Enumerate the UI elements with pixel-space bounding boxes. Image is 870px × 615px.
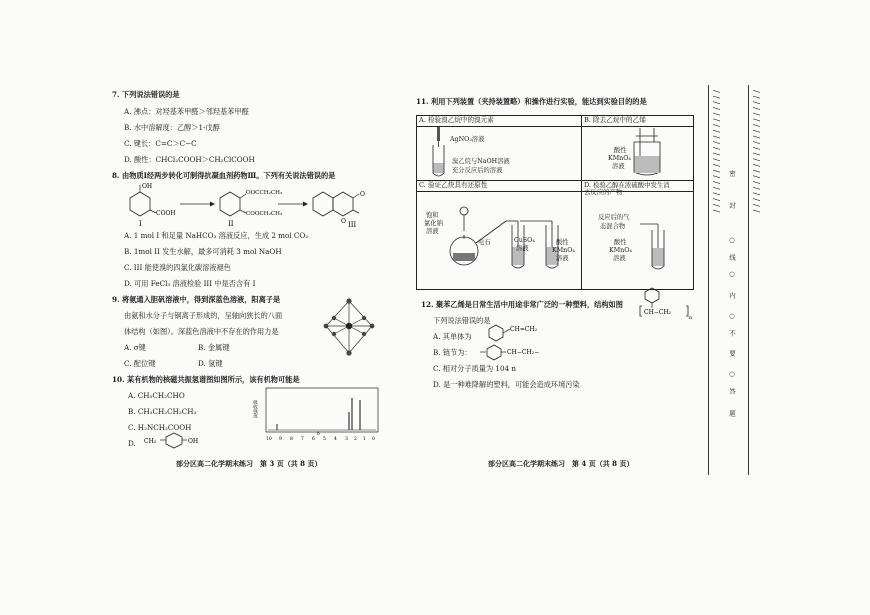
q8-stem: 8. 由物质Ⅰ经两步转化可制得抗凝血剂药物Ⅲ。下列有关说法错误的是 bbox=[112, 171, 336, 180]
nmr-tick-2: 2 bbox=[354, 437, 357, 442]
q11-c-cuso4-2: 溶液 bbox=[516, 245, 529, 252]
q11-d-test-tube bbox=[636, 220, 670, 274]
q11-b-reagent-3: 溶液 bbox=[612, 163, 625, 170]
q11-d-gas-1: 反应后的气 bbox=[598, 214, 630, 221]
q10-option-a: A. CH₃CH₂CHO bbox=[128, 391, 185, 400]
binding-slashes-left: ////////////////////// bbox=[712, 90, 721, 216]
q11-cell-c-title: C. 验证乙炔具有还原性 bbox=[419, 181, 488, 189]
q12-repeat-unit-structure bbox=[478, 342, 554, 362]
q10-stem: 10. 某有机物的核磁共振氢谱图如图所示，该有机物可能是 bbox=[112, 375, 300, 384]
q10-option-d: D. bbox=[128, 439, 136, 448]
q11-stem: 11. 利用下列装置（夹持装置略）和操作进行实验，能达到实验目的的是 bbox=[416, 97, 647, 106]
q11-cell-d-title-2: 去反应的产物 bbox=[584, 188, 623, 196]
q12-polymer-n: n bbox=[689, 315, 693, 320]
q12-polymer-structure bbox=[638, 286, 694, 320]
q12-monomer-group: CH=CH₂ bbox=[510, 326, 538, 333]
q11-c-brine-1: 饱和 bbox=[426, 212, 439, 219]
q8-group-ring-o: O bbox=[341, 218, 346, 225]
binding-char-8: 题 bbox=[728, 410, 736, 417]
q11-b-gas-wash-bottle bbox=[630, 128, 670, 178]
nmr-tick-5: 5 bbox=[323, 437, 326, 442]
q7-option-b: B. 水中溶解度：乙醇＞1-戊醇 bbox=[124, 123, 220, 132]
q11-d-gas-2: 态混合物 bbox=[600, 223, 626, 230]
q8-option-a: A. 1 mol I 和足量 NaHCO₃ 溶液反应，生成 2 mol CO₂ bbox=[124, 231, 309, 240]
q9-option-d: D. 氢键 bbox=[198, 359, 223, 368]
q11-c-kmno4-2: KMnO₄ bbox=[552, 247, 575, 254]
nmr-tick-8: 8 bbox=[290, 437, 293, 442]
binding-char-4: 内 bbox=[728, 292, 736, 299]
q11-a-desc-2: 充分反应后的溶液 bbox=[452, 167, 503, 174]
nmr-tick-10: 10 bbox=[266, 437, 272, 442]
q9-stem-line-2: 由氨和水分子与铜离子形成的，呈轴向狭长的八面 bbox=[124, 311, 283, 320]
q7-option-c: C. 键长：C=C＞C−C bbox=[124, 139, 197, 148]
q7-stem: 7. 下列说法错误的是 bbox=[112, 90, 180, 99]
q11-c-kmno4-1: 酸性 bbox=[556, 239, 569, 246]
q11-cell-b-title: B. 除去乙烷中的乙烯 bbox=[584, 116, 646, 124]
octahedral-complex-diagram bbox=[320, 296, 378, 358]
binding-left-rule bbox=[708, 85, 709, 475]
q11-b-reagent-1: 酸性 bbox=[614, 147, 627, 154]
q12-subprompt: 下列说法错误的是 bbox=[433, 316, 491, 325]
q11-d-kmno4-3: 溶液 bbox=[613, 255, 626, 262]
binding-circle-1: ○ bbox=[728, 236, 736, 244]
q11-a-desc-1: 溴乙烷与NaOH溶液 bbox=[452, 158, 510, 165]
q8-option-d: D. 可用 FeCl₃ 溶液检验 III 中是否含有 I bbox=[124, 279, 256, 288]
q9-stem-line-3: 体结构（如图）。深蓝色溶液中不存在的作用力是 bbox=[124, 327, 279, 336]
q10-d-group-ch3: CH₃ bbox=[144, 438, 157, 445]
q8-group-oh: OH bbox=[142, 183, 153, 190]
q8-label-1: I bbox=[139, 220, 142, 228]
q9-stem-line-1: 9. 将氨通入胆矾溶液中，得到深蓝色溶液，阳离子是 bbox=[112, 295, 281, 304]
nmr-tick-0: 0 bbox=[372, 437, 375, 442]
nmr-delta: δ bbox=[317, 432, 320, 437]
q9-option-a: A. σ键 bbox=[124, 343, 146, 352]
q11-cell-a-title: A. 检验溴乙烷中的溴元素 bbox=[419, 116, 494, 124]
binding-slashes-right: ////////////////////// bbox=[752, 90, 761, 216]
q8-option-b: B. 1mol II 发生水解，最多可消耗 3 mol NaOH bbox=[124, 247, 282, 256]
q7-option-a: A. 沸点：对羟基苯甲醛＞邻羟基苯甲醛 bbox=[124, 107, 249, 116]
left-footer: 部分区高二化学期末练习 第 3 页（共 8 页） bbox=[176, 459, 322, 468]
q10-d-group-oh: OH bbox=[188, 438, 199, 445]
q10-option-d-structure bbox=[140, 428, 210, 450]
binding-char-1: 密 bbox=[728, 170, 736, 177]
binding-char-5: 不 bbox=[728, 330, 736, 337]
q11-c-brine-3: 溶液 bbox=[426, 228, 439, 235]
q8-label-2: II bbox=[228, 220, 234, 228]
q10-option-b: B. CH₃CH₂CH₂CH₃ bbox=[128, 407, 197, 416]
binding-char-6: 要 bbox=[728, 350, 736, 357]
q8-group-carbonyl-o: O bbox=[360, 191, 365, 198]
right-footer: 部分区高二化学期末练习 第 4 页（共 8 页） bbox=[488, 459, 634, 468]
nmr-spectrum bbox=[252, 386, 382, 444]
q11-d-kmno4-2: KMnO₄ bbox=[609, 247, 632, 254]
nmr-tick-7: 7 bbox=[301, 437, 304, 442]
q8-group-cooh: COOH bbox=[156, 210, 176, 217]
q11-a-agno3-label: AgNO₃溶液 bbox=[450, 136, 485, 143]
binding-char-7: 答 bbox=[728, 388, 736, 395]
q10-option-c: C. H₂NCH₂COOH bbox=[128, 423, 192, 432]
q12-option-a: A. 其单体为 bbox=[433, 332, 472, 341]
q11-c-carbide: 电石 bbox=[478, 239, 491, 246]
nmr-tick-4: 4 bbox=[334, 437, 337, 442]
q8-group-ester2: COOCH₂CH₃ bbox=[246, 211, 283, 217]
binding-circle-2: ○ bbox=[728, 270, 736, 278]
q8-group-ester1: OOCCH₂CH₃ bbox=[246, 190, 283, 196]
q12-stem: 12. 聚苯乙烯是日常生活中用途非常广泛的一种塑料，结构如图 bbox=[421, 300, 623, 309]
nmr-ylabel: 吸收强度 bbox=[252, 400, 258, 418]
binding-char-3: 线 bbox=[728, 254, 736, 261]
q12-option-b: B. 链节为： bbox=[433, 348, 472, 357]
nmr-tick-9: 9 bbox=[279, 437, 282, 442]
binding-char-2: 封 bbox=[728, 202, 736, 209]
q7-option-d: D. 酸性：CHCl₂COOH＞CH₂ClCOOH bbox=[124, 155, 255, 164]
binding-right-rule bbox=[748, 85, 749, 475]
nmr-tick-1: 1 bbox=[363, 437, 366, 442]
q12-unit-group: CH−CH₂− bbox=[507, 349, 540, 356]
nmr-tick-3: 3 bbox=[345, 437, 348, 442]
q11-cell-d-title-1: D. 检验乙醇在浓硫酸中发生消 bbox=[584, 181, 670, 189]
q11-c-kmno4-3: 溶液 bbox=[556, 255, 569, 262]
q9-option-b: B. 金属键 bbox=[198, 343, 230, 352]
q8-option-c: C. III 能使溴的四氯化碳溶液褪色 bbox=[124, 263, 231, 272]
q11-c-cuso4-1: CuSO₄ bbox=[514, 237, 535, 244]
q11-c-brine-2: 氯化钠 bbox=[424, 220, 443, 227]
q8-label-3: III bbox=[348, 221, 357, 228]
q12-polymer-chain: CH−CH₂ bbox=[644, 309, 672, 316]
nmr-tick-6: 6 bbox=[312, 437, 315, 442]
q11-d-kmno4-1: 酸性 bbox=[614, 239, 627, 246]
binding-circle-3: ○ bbox=[728, 312, 736, 320]
binding-circle-4: ○ bbox=[728, 370, 736, 378]
q11-b-reagent-2: KMnO₄ bbox=[608, 155, 631, 162]
q12-option-c: C. 相对分子质量为 104 n bbox=[433, 364, 517, 373]
q9-option-c: C. 配位键 bbox=[124, 359, 156, 368]
q12-option-d: D. 是一种难降解的塑料，可能会造成环境污染 bbox=[433, 380, 580, 389]
q8-reaction-scheme bbox=[118, 180, 378, 228]
